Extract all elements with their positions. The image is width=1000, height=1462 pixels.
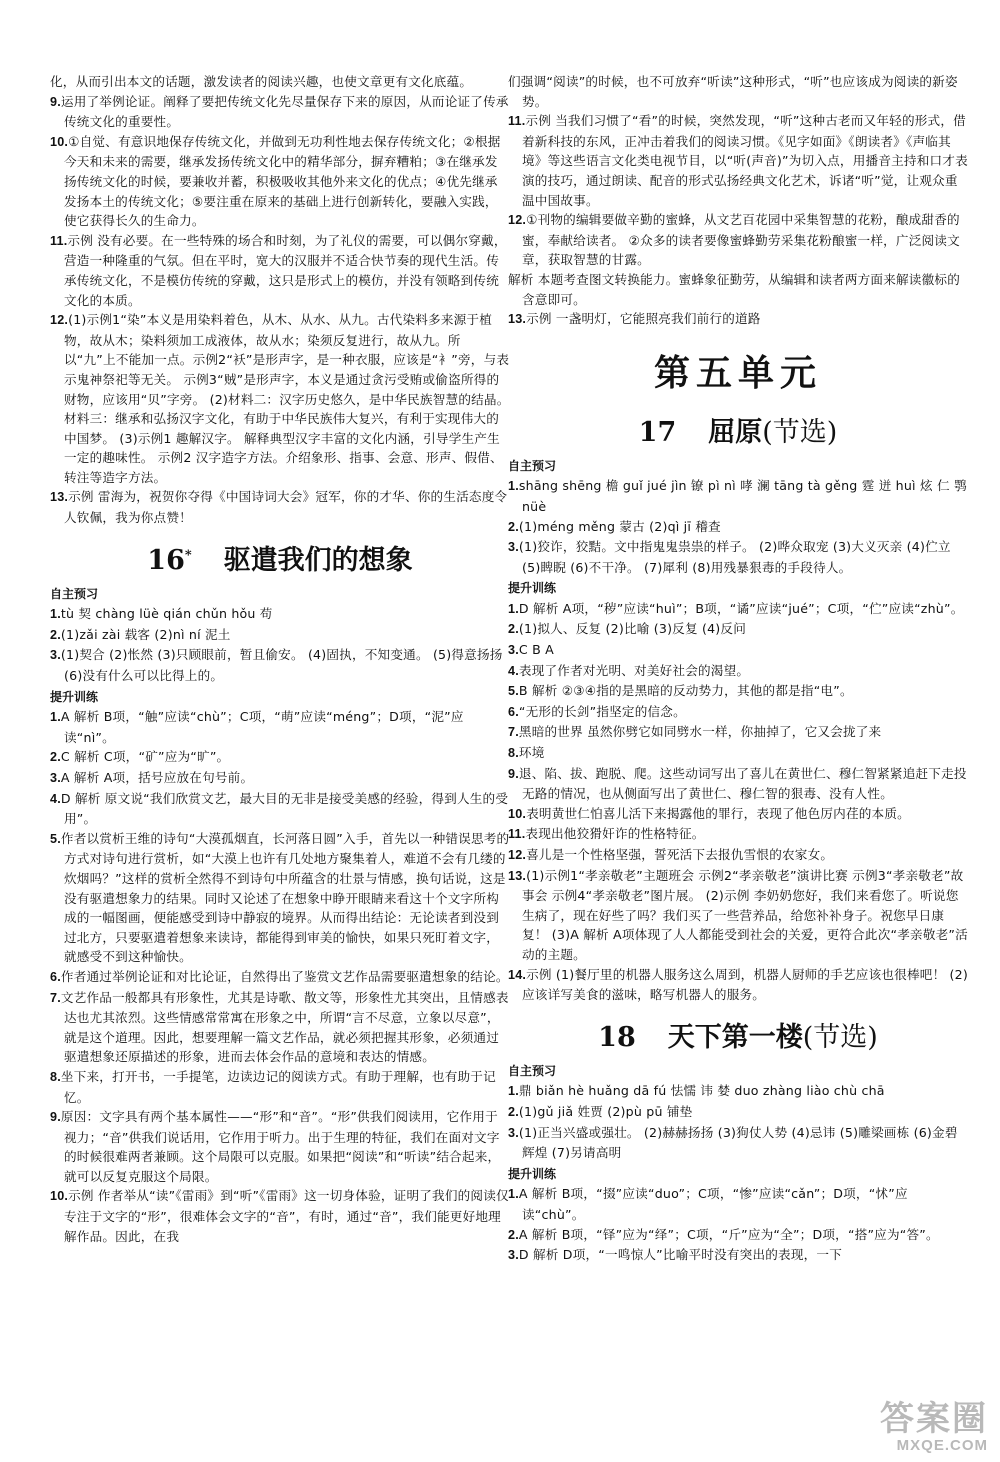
- answer-item: [508, 111, 968, 210]
- unit-title: 第五单元: [653, 351, 822, 394]
- answer-item: [50, 625, 510, 646]
- answer-item: [508, 476, 968, 516]
- answer-item: [508, 764, 968, 804]
- item-text: 原因：文字具有两个基本属性——“形”和“音”。“形”供我们阅读用，它作用于视力；“音”供我们说话用，它作用于听力。出于生理的特征，我们在面对文字的时候很难两者兼顾。这个局限可以克服。如果把“阅读”和“听读”结合起来，就可以反复克服这个局限。: [60, 1109, 501, 1184]
- item-number: 4.: [508, 663, 519, 678]
- answer-item: [508, 640, 968, 661]
- item-number: 1.: [508, 1084, 519, 1099]
- item-text: A 解析 B项，“掇”应读“duo”；C项，“惨”应读“cǎn”；D项，“怵”应读“chù”。: [518, 1186, 908, 1222]
- answer-item: [50, 967, 510, 988]
- item-text: 文艺作品一般都具有形象性，尤其是诗歌、散文等，形象性尤其突出，且情感表达也尤其浓烈。这些情感常常寓在形象之中，所谓“言不尽意，立象以尽意”，就是这个道理。因此，想要理解一篇文艺作品，就必须把握其形象，必须通过驱遣想象还原描述的形象，进而去体会作品的意境和表达的情感。: [60, 989, 509, 1065]
- item-text: 示例 一盏明灯，它能照亮我们前行的道路: [526, 311, 761, 327]
- item-text: A 解析 B项，“铎”应为“绎”；C项，“斤”应为“全”；D项，“搭”应为“答”。: [518, 1226, 939, 1242]
- answer-item: [508, 743, 968, 764]
- item-text: 示例 作者举从“读”《雷雨》到“听”《雷雨》这一切身体验，证明了我们的阅读仅专注于文字的“形”，很难体会文字的“音”，有时，通过“音”，我们能更好地理解作品。因此，在我: [64, 1188, 509, 1244]
- item-text: (1)示例1“染”本义是用染料着色，从木、从水、从九。古代染料多来源于植物，故从木；染料须加工成液体，故从水；染须反复进行，故从九。所以“九”上不能加一点。示例2“袄”是形声字，是一种衣服，应该是“衤”旁，与表示鬼神祭祀等无关。 示例3“贼”是形声字，本义是通过贪污受贿或偷盗所得的财物，应该用“贝”字旁。 (2)材料二：汉字历史悠久，是中华民族智慧的结晶。材料三：继承和弘扬汉字文化，有助于中华民族伟大复兴，有利于实现伟大的中国梦。 (3)示例1 趣解汉字。 解释典型汉字丰富的文化内涵，引导学生产生一定的趣味性。 示例2 汉字造字方法。介绍象形、指事、会意、形声、假借、转注等造字方法。: [64, 312, 510, 485]
- answer-item: [50, 487, 510, 527]
- answer-item: [50, 231, 510, 310]
- answer-item: [508, 210, 968, 270]
- answer-item: [508, 845, 968, 866]
- watermark-logo-text: 答案圈: [880, 1400, 988, 1438]
- answer-item: [508, 1245, 968, 1266]
- item-text: 运用了举例论证。阐释了要把传统文化先尽量保存下来的原因，从而论证了传承传统文化的重要性。: [60, 93, 509, 130]
- item-text: 示例 没有必要。在一些特殊的场合和时刻，为了礼仪的需要，可以偶尔穿戴，营造一种隆重的气氛。但在平时，宽大的汉服并不适合快节奏的现代生活。传承传统文化，不是模仿传统的穿戴，这只是形式上的模仿，并没有领略到传统文化的本质。: [64, 232, 507, 308]
- lesson-number-text: 16: [147, 544, 185, 576]
- answer-item: [50, 747, 510, 768]
- item-text: C 解析 C项，“矿”应为“旷”。: [60, 749, 230, 765]
- answer-item: [50, 604, 510, 625]
- item-number: 14.: [508, 967, 527, 982]
- item-text: (1)méng měng 蒙古 (2)qì jī 稽查: [518, 518, 721, 534]
- answer-item: [508, 824, 968, 845]
- item-text: (1)gǔ jiǎ 姓贾 (2)pù pū 铺垫: [518, 1103, 693, 1119]
- item-text: 示例 (1)餐厅里的机器人服务这么周到，机器人厨师的手艺应该也很棒吧！ (2)应该详写美食的滋味，略写机器人的服务。: [522, 966, 969, 1003]
- section-heading: 提升训练: [508, 581, 557, 596]
- item-number: 1.: [508, 479, 519, 494]
- answer-item: [508, 804, 968, 825]
- item-text: 解析 本题考查图文转换能力。蜜蜂象征勤劳，从编辑和读者两方面来解读徽标的含意即可。: [508, 271, 960, 307]
- left-column: [50, 72, 510, 1246]
- answer-item: [50, 829, 510, 967]
- item-text: D 解析 D项，“一鸣惊人”比喻平时没有突出的表现，一下: [518, 1247, 843, 1263]
- item-number: 10.: [508, 806, 527, 821]
- section-heading: 提升训练: [50, 689, 99, 704]
- answer-item: [508, 681, 968, 702]
- lesson-subtitle: (节选): [802, 1021, 878, 1053]
- answer-item: [508, 1123, 968, 1163]
- item-number: 2.: [508, 519, 519, 534]
- answer-item: [50, 1186, 510, 1246]
- item-text: C B A: [518, 642, 554, 658]
- lesson-title: [508, 408, 968, 453]
- answer-item: [508, 1102, 968, 1123]
- item-number: 11.: [508, 114, 526, 129]
- lesson-title-text: 屈原: [708, 416, 763, 448]
- item-number: 13.: [508, 868, 527, 883]
- answer-item: [50, 92, 510, 132]
- lesson-title-text: 天下第一楼: [667, 1021, 803, 1053]
- answer-item: [508, 517, 968, 538]
- item-text: (1)拟人、反复 (2)比喻 (3)反复 (4)反问: [518, 621, 747, 637]
- item-number: 2.: [508, 1227, 519, 1242]
- answer-item: [50, 310, 510, 487]
- item-number: 3.: [50, 648, 61, 663]
- item-text: 化，从而引出本文的话题，激发读者的阅读兴趣，也使文章更有文化底蕴。: [50, 74, 473, 89]
- item-number: 3.: [508, 540, 519, 555]
- item-text: ①自觉、有意识地保存传统文化，并做到无功利性地去保存传统文化；②根据今天和未来的需要，继承发扬传统文化中的精华部分，摒弃糟粕；③在继承发扬传统文化的时候，要兼收并蓄，积极吸收其他外来文化的优点；④优先继承发扬本土的传统文化；⑤要注重在原来的基础上进行创新转化，要融入实践，使它获得长久的生命力。: [64, 133, 501, 229]
- section-heading: 自主预习: [508, 1063, 557, 1078]
- item-text: B 解析 ②③④指的是黑暗的反动势力，其他的都是指“电”。: [518, 683, 853, 699]
- item-number: 11.: [50, 233, 68, 248]
- item-text: 示例 雷海为，祝贺你夺得《中国诗词大会》冠军，你的才华、你的生活态度令人钦佩，我为你点赞！: [64, 489, 508, 526]
- item-number: 2.: [508, 1104, 519, 1119]
- item-text: 退、陷、拔、跑脱、爬。这些动词写出了喜儿在黄世仁、穆仁智紧紧追赶下走投无路的情况，也从侧面写出了黄世仁、穆仁智的狠毒、没有人性。: [518, 765, 967, 802]
- item-text: 示例 当我们习惯了“看”的时候，突然发现，“听”这种古老而又年轻的形式，借着新科技的东风，正冲击着我们的阅读习惯。《见字如面》《朗读者》《声临其境》等这些语言文化类电视节目，以“听(声音)”为切入点，用播音主持和口才表演的技巧，通过朗读、配音的形式弘扬经典文化艺术，诉诸“听”觉，让观众重温中国故事。: [522, 113, 968, 208]
- lesson-title: [508, 1013, 968, 1058]
- answer-item: [508, 537, 968, 577]
- lesson-number-text: 18: [598, 1021, 636, 1053]
- answer-item: [50, 1107, 510, 1186]
- answer-item: [508, 309, 968, 330]
- item-number: 1.: [50, 607, 61, 622]
- item-number: 7.: [50, 990, 61, 1005]
- answer-item: [508, 661, 968, 682]
- item-number: 11.: [508, 827, 526, 842]
- watermark-url: MXQE.COM: [896, 1437, 988, 1454]
- item-number: 1.: [508, 601, 519, 616]
- item-text: 喜儿是一个性格坚强，誓死活下去报仇雪恨的农家女。: [526, 847, 834, 862]
- item-number: 2.: [50, 627, 61, 642]
- lesson-star: *: [184, 547, 192, 563]
- answer-item: [50, 132, 510, 231]
- item-text: 表现出他狡猾奸诈的性格特征。: [525, 826, 705, 842]
- item-number: 7.: [508, 725, 519, 740]
- answer-item: [50, 768, 510, 789]
- answer-item: [508, 1184, 968, 1224]
- item-number: 10.: [50, 134, 69, 149]
- answer-item: [508, 722, 968, 743]
- item-text: D 解析 原文说“我们欣赏文艺，最大目的无非是接受美感的经验，得到人生的受用”。: [60, 790, 509, 827]
- answer-item: [50, 707, 510, 747]
- section-heading: 自主预习: [508, 458, 557, 473]
- item-number: 3.: [508, 1248, 519, 1263]
- item-text: 表现了作者对光明、对美好社会的渴望。: [518, 662, 750, 678]
- item-number: 6.: [50, 969, 61, 984]
- answer-item: [50, 1067, 510, 1107]
- item-number: 3.: [50, 771, 61, 785]
- item-text: A 解析 A项，括号应放在句号前。: [60, 770, 254, 785]
- answer-item: [508, 72, 968, 111]
- item-text: D 解析 A项，“秽”应读“huì”；B项，“谲”应读“jué”；C项，“伫”应读“zhù”。: [518, 600, 964, 616]
- item-text: “无形的长剑”指坚定的信念。: [518, 703, 686, 719]
- item-number: 9.: [508, 766, 519, 781]
- item-text: 们强调“阅读”的时候，也不可放弃“听读”这种形式，“听”也应该成为阅读的新姿势。: [508, 74, 958, 109]
- answer-item: [508, 702, 968, 723]
- answer-item: [50, 988, 510, 1067]
- item-text: 鼎 biǎn hè huǎng dā fú 怯懦 讳 婪 duo zhàng liào chù chā: [518, 1083, 885, 1099]
- item-text: A 解析 B项，“触”应读“chù”；C项，“萌”应读“méng”；D项，“泥”应读“nì”。: [60, 709, 464, 745]
- item-number: 13.: [508, 312, 527, 327]
- item-number: 2.: [50, 750, 61, 765]
- item-number: 3.: [508, 643, 519, 658]
- section-heading: 提升训练: [508, 1166, 557, 1181]
- item-text: (1)狡诈，狡黠。文中指鬼鬼祟祟的样子。 (2)哗众取宠 (3)大义灭亲 (4)伫立 (5)睥睨 (6)不干净。 (7)犀利 (8)用残暴狠毒的手段待人。: [518, 539, 951, 575]
- lesson-subtitle: (节选): [762, 416, 838, 448]
- item-text: ①刊物的编辑要做辛勤的蜜蜂，从文艺百花园中采集智慧的花粉，酿成甜香的蜜，奉献给读者。 ②众多的读者要像蜜蜂勤劳采集花粉酿蜜一样，广泛阅读文章，获取智慧的甘露。: [522, 212, 960, 268]
- answer-item: [508, 1225, 968, 1246]
- lesson-title: [50, 536, 510, 581]
- answer-item: [508, 965, 968, 1005]
- answer-item: [50, 645, 510, 685]
- item-number: 12.: [50, 313, 69, 328]
- answer-item: [508, 270, 968, 309]
- site-watermark: [880, 1400, 988, 1454]
- answer-item: [50, 72, 510, 92]
- item-number: 1.: [508, 1187, 519, 1202]
- item-number: 9.: [50, 1110, 61, 1125]
- item-number: 8.: [508, 746, 519, 761]
- item-number: 3.: [508, 1125, 519, 1140]
- item-text: (1)示例1“孝亲敬老”主题班会 示例2“孝亲敬老”演讲比赛 示例3“孝亲敬老”故事会 示例4“孝亲敬老”图片展。 (2)示例 李奶奶您好，我们来看您了。听说您生病了，现在好些了吗？我们买了一些营养品，给您补补身子。祝您早日康复！ (3)A 解析 A项体现了人人都能受到社会的关爱，更符合此次“孝亲敬老”活动的主题。: [522, 867, 968, 962]
- item-number: 2.: [508, 622, 519, 637]
- item-text: 作者以赏析王维的诗句“大漠孤烟直，长河落日圆”入手，首先以一种错误思考的方式对诗句进行赏析，如“大漠上也许有几处地方聚集着人，难道不会有几缕的炊烟吗？”这样的赏析全然得不到诗句中所蕴含的壮景与情感，换句话说，这是没有驱遣想象力的结果。同时又论述了在想象中睁开眼睛来看这十个文字所构成的一幅图画，便能感受到诗中静寂的境界。从而得出结论：无论读者到没到过北方，只要驱遣着想象来读诗，都能得到审美的愉快，如果只死盯着文字，就感受不到这种愉快。: [60, 830, 510, 965]
- item-number: 8.: [50, 1069, 61, 1084]
- item-number: 6.: [508, 704, 519, 719]
- item-number: 5.: [508, 684, 519, 699]
- item-text: 坐下来，打开书，一手提笔，边读边记的阅读方式。有助于理解，也有助于记忆。: [60, 1068, 496, 1105]
- item-text: 环境: [518, 745, 545, 761]
- answer-item: [508, 866, 968, 965]
- right-column: [508, 72, 968, 1266]
- lesson-number: [598, 1022, 636, 1053]
- answer-item: [50, 789, 510, 829]
- item-number: 5.: [50, 831, 61, 846]
- item-text: (1)契合 (2)怅然 (3)只顾眼前，暂且偷安。 (4)固执，不知变通。 (5)得意扬扬 (6)没有什么可以比得上的。: [60, 647, 503, 684]
- item-text: tù 契 chàng lüè qián chǔn hǒu 苟: [60, 606, 273, 622]
- item-number: 12.: [508, 213, 527, 228]
- lesson-title-text: 驱遣我们的想象: [223, 544, 413, 576]
- item-number: 4.: [50, 791, 61, 806]
- item-text: 表明黄世仁怕喜儿活下来揭露他的罪行，表现了他色厉内荏的本质。: [526, 805, 910, 821]
- section-heading: 自主预习: [50, 586, 99, 601]
- item-text: 作者通过举例论证和对比论证，自然得出了鉴赏文艺作品需要驱遣想象的结论。: [60, 968, 509, 984]
- lesson-number-text: 17: [638, 416, 677, 448]
- item-text: shāng shēng 檐 guǐ jué jìn 镣 pì nì 哮 澜 tāng tà gěng 霆 迸 huì 炫 仁 鹗 nüè: [518, 478, 967, 514]
- item-number: 1.: [50, 710, 61, 725]
- item-text: (1)正当兴盛或强壮。 (2)赫赫扬扬 (3)狗仗人势 (4)忌讳 (5)雕梁画栋 (6)金碧辉煌 (7)另请高明: [518, 1124, 958, 1161]
- item-text: (1)zǎi zài 载客 (2)nì ní 泥土: [60, 626, 231, 642]
- item-number: 13.: [50, 490, 69, 505]
- answer-item: [508, 599, 968, 620]
- item-number: 10.: [50, 1189, 69, 1204]
- lesson-number: [639, 417, 677, 448]
- answer-item: [508, 1081, 968, 1102]
- item-number: 12.: [508, 848, 527, 862]
- item-number: 9.: [50, 94, 61, 109]
- lesson-number: [147, 545, 191, 576]
- answer-item: [508, 619, 968, 640]
- item-text: 黑暗的世界 虽然你劈它如同劈水一样，你抽掉了，它又会拢了来: [518, 724, 882, 740]
